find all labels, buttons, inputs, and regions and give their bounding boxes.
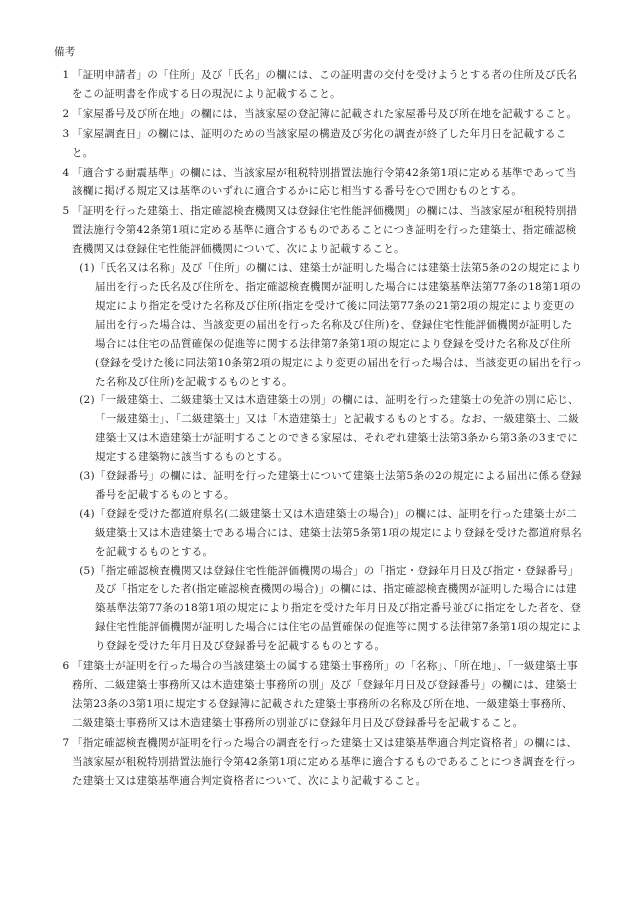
remarks-item-1 — [62, 66, 580, 104]
item-number: 4 — [62, 166, 70, 179]
remarks-item-5 — [62, 202, 580, 259]
item-number: 1 — [62, 69, 70, 81]
subitem-number: (5) — [79, 564, 95, 577]
item-text: 「家屋調査日」の欄には、証明のための当該家屋の構造及び劣化の調査が終了した年月日を記載すること。 — [72, 127, 567, 159]
item-number: 3 — [62, 127, 70, 140]
subitem-number: (2) — [79, 394, 95, 407]
item-text: 「証明を行った建築士、指定確認検査機関又は登録住宅性能評価機関」の欄には、当該家屋が租税特別措置法施行令第42条第1項に定める基準に適合するものであることにつき証明を行った建築士、指定確認検査機関又は登録住宅性能評価機関について、次により記載すること。 — [72, 205, 578, 256]
remarks-subitem-1 — [79, 259, 583, 391]
item-text: 「建築士が証明を行った場合の当該建築士の属する建築士事務所」の「名称」、「所在地」、「一級建築士事務所、二級建築士事務所又は木造建築士事務所の別」及び「登録年月日及び登録番号」の欄には、建築士法第23条の3第1項に規定する登録簿に記載された建築士事務所の名称及び所在地、一級建築士事務所、二級建築士事務所又は木造建築士事務所の別並びに登録年月日及び登録番号を記載すること。 — [72, 660, 578, 729]
item-text: 「指定確認検査機関が証明を行った場合の調査を行った建築士又は建築基準適合判定資格者」の欄には、当該家屋が租税特別措置法施行令第42条第1項に定める基準に適合するものであることにつき調査を行った建築士又は建築基準適合判定資格者について、次により記載すること。 — [72, 736, 578, 787]
subitem-text: 「氏名又は名称」及び「住所」の欄には、建築士が証明した場合には建築士法第5条の2の規定により届出を行った氏名及び住所を、指定確認検査機関が証明した場合には建築基準法第77条の18第1項の規定により指定を受けた名称及び住所(指定を受けて後に同法第77条の21第2項の規定により変更の届出を行った場合は、当該変更の届出を行った名称及び住所)を、登録住宅性能評価機関が証明した場合には住宅の品質確保の促進等に関する法律第7条第1項の規定により登録を受けた名称及び住所(登録を受けた後に同法第10条第2項の規定により変更の届出を行った場合は、当該変更の届出を行った名称及び住所)を記載するものとする。 — [95, 262, 583, 388]
subitem-text: 「登録番号」の欄には、証明を行った建築士について建築士法第5条の2の規定による届出に係る登録番号を記載するものとする。 — [95, 470, 582, 501]
item-text: 「証明申請者」の「住所」及び「氏名」の欄には、この証明書の交付を受けようとする者の住所及び氏名をこの証明書を作成する日の現況により記載すること。 — [72, 69, 578, 100]
subitem-number: (4) — [79, 507, 95, 520]
remarks-item-2 — [62, 105, 580, 124]
remarks-subitem-2 — [79, 391, 583, 467]
subitem-text: 「一級建築士、二級建築士又は木造建築士の別」の欄には、証明を行った建築士の免許の別に応じ、「一級建築士」、「二級建築士」又は「木造建築士」と記載するものとする。なお、一級建築士、二級建築士又は木造建築士が証明することのできる家屋は、それぞれ建築士法第3条から第3条の3までに規定する建築物に該当するものとする。 — [95, 394, 579, 464]
remarks-heading: 備考 — [54, 46, 76, 58]
remarks-item-6 — [62, 657, 580, 733]
item-text: 「家屋番号及び所在地」の欄には、当該家屋の登記簿に記載された家屋番号及び所在地を記載すること。 — [72, 107, 578, 120]
item-number: 6 — [62, 660, 70, 673]
remarks-subitem-5 — [79, 562, 583, 657]
remarks-item-4 — [62, 164, 580, 202]
remarks-subitem-3 — [79, 467, 583, 505]
item-number: 5 — [62, 205, 70, 218]
subitem-number: (1) — [79, 262, 95, 275]
item-text: 「適合する耐震基準」の欄には、当該家屋が租税特別措置法施行令第42条第1項に定める基準であって当該欄に掲げる規定又は基準のいずれに適合するかに応じ相当する番号を○で囲むものとする。 — [72, 166, 577, 198]
remarks-list — [0, 66, 630, 790]
remarks-item-7 — [62, 734, 580, 791]
item-number: 7 — [62, 736, 70, 749]
subitem-text: 「登録を受けた都道府県名(二級建築士又は木造建築士の場合)」の欄には、証明を行った建築士が二級建築士又は木造建築士である場合には、建築士法第5条第1項の規定により登録を受けた都道府県名を記載するものとする。 — [95, 507, 582, 558]
item-number: 2 — [62, 107, 70, 120]
remarks-subitem-4 — [79, 505, 583, 562]
subitem-number: (3) — [79, 470, 95, 483]
remarks-item-3 — [62, 125, 580, 163]
subitem-text: 「指定確認検査機関又は登録住宅性能評価機関の場合」の「指定・登録年月日及び指定・登録番号」及び「指定をした者(指定確認検査機関の場合)」の欄には、指定確認検査機関が証明した場合には建築基準法第77条の18第1項の規定により指定を受けた年月日及び指定番号並びに指定をした者を、登録住宅性能評価機関が証明した場合には住宅の品質確保の促進等に関する法律第7条第1項の規定により登録を受けた年月日及び登録番号を記載するものとする。 — [95, 564, 582, 653]
